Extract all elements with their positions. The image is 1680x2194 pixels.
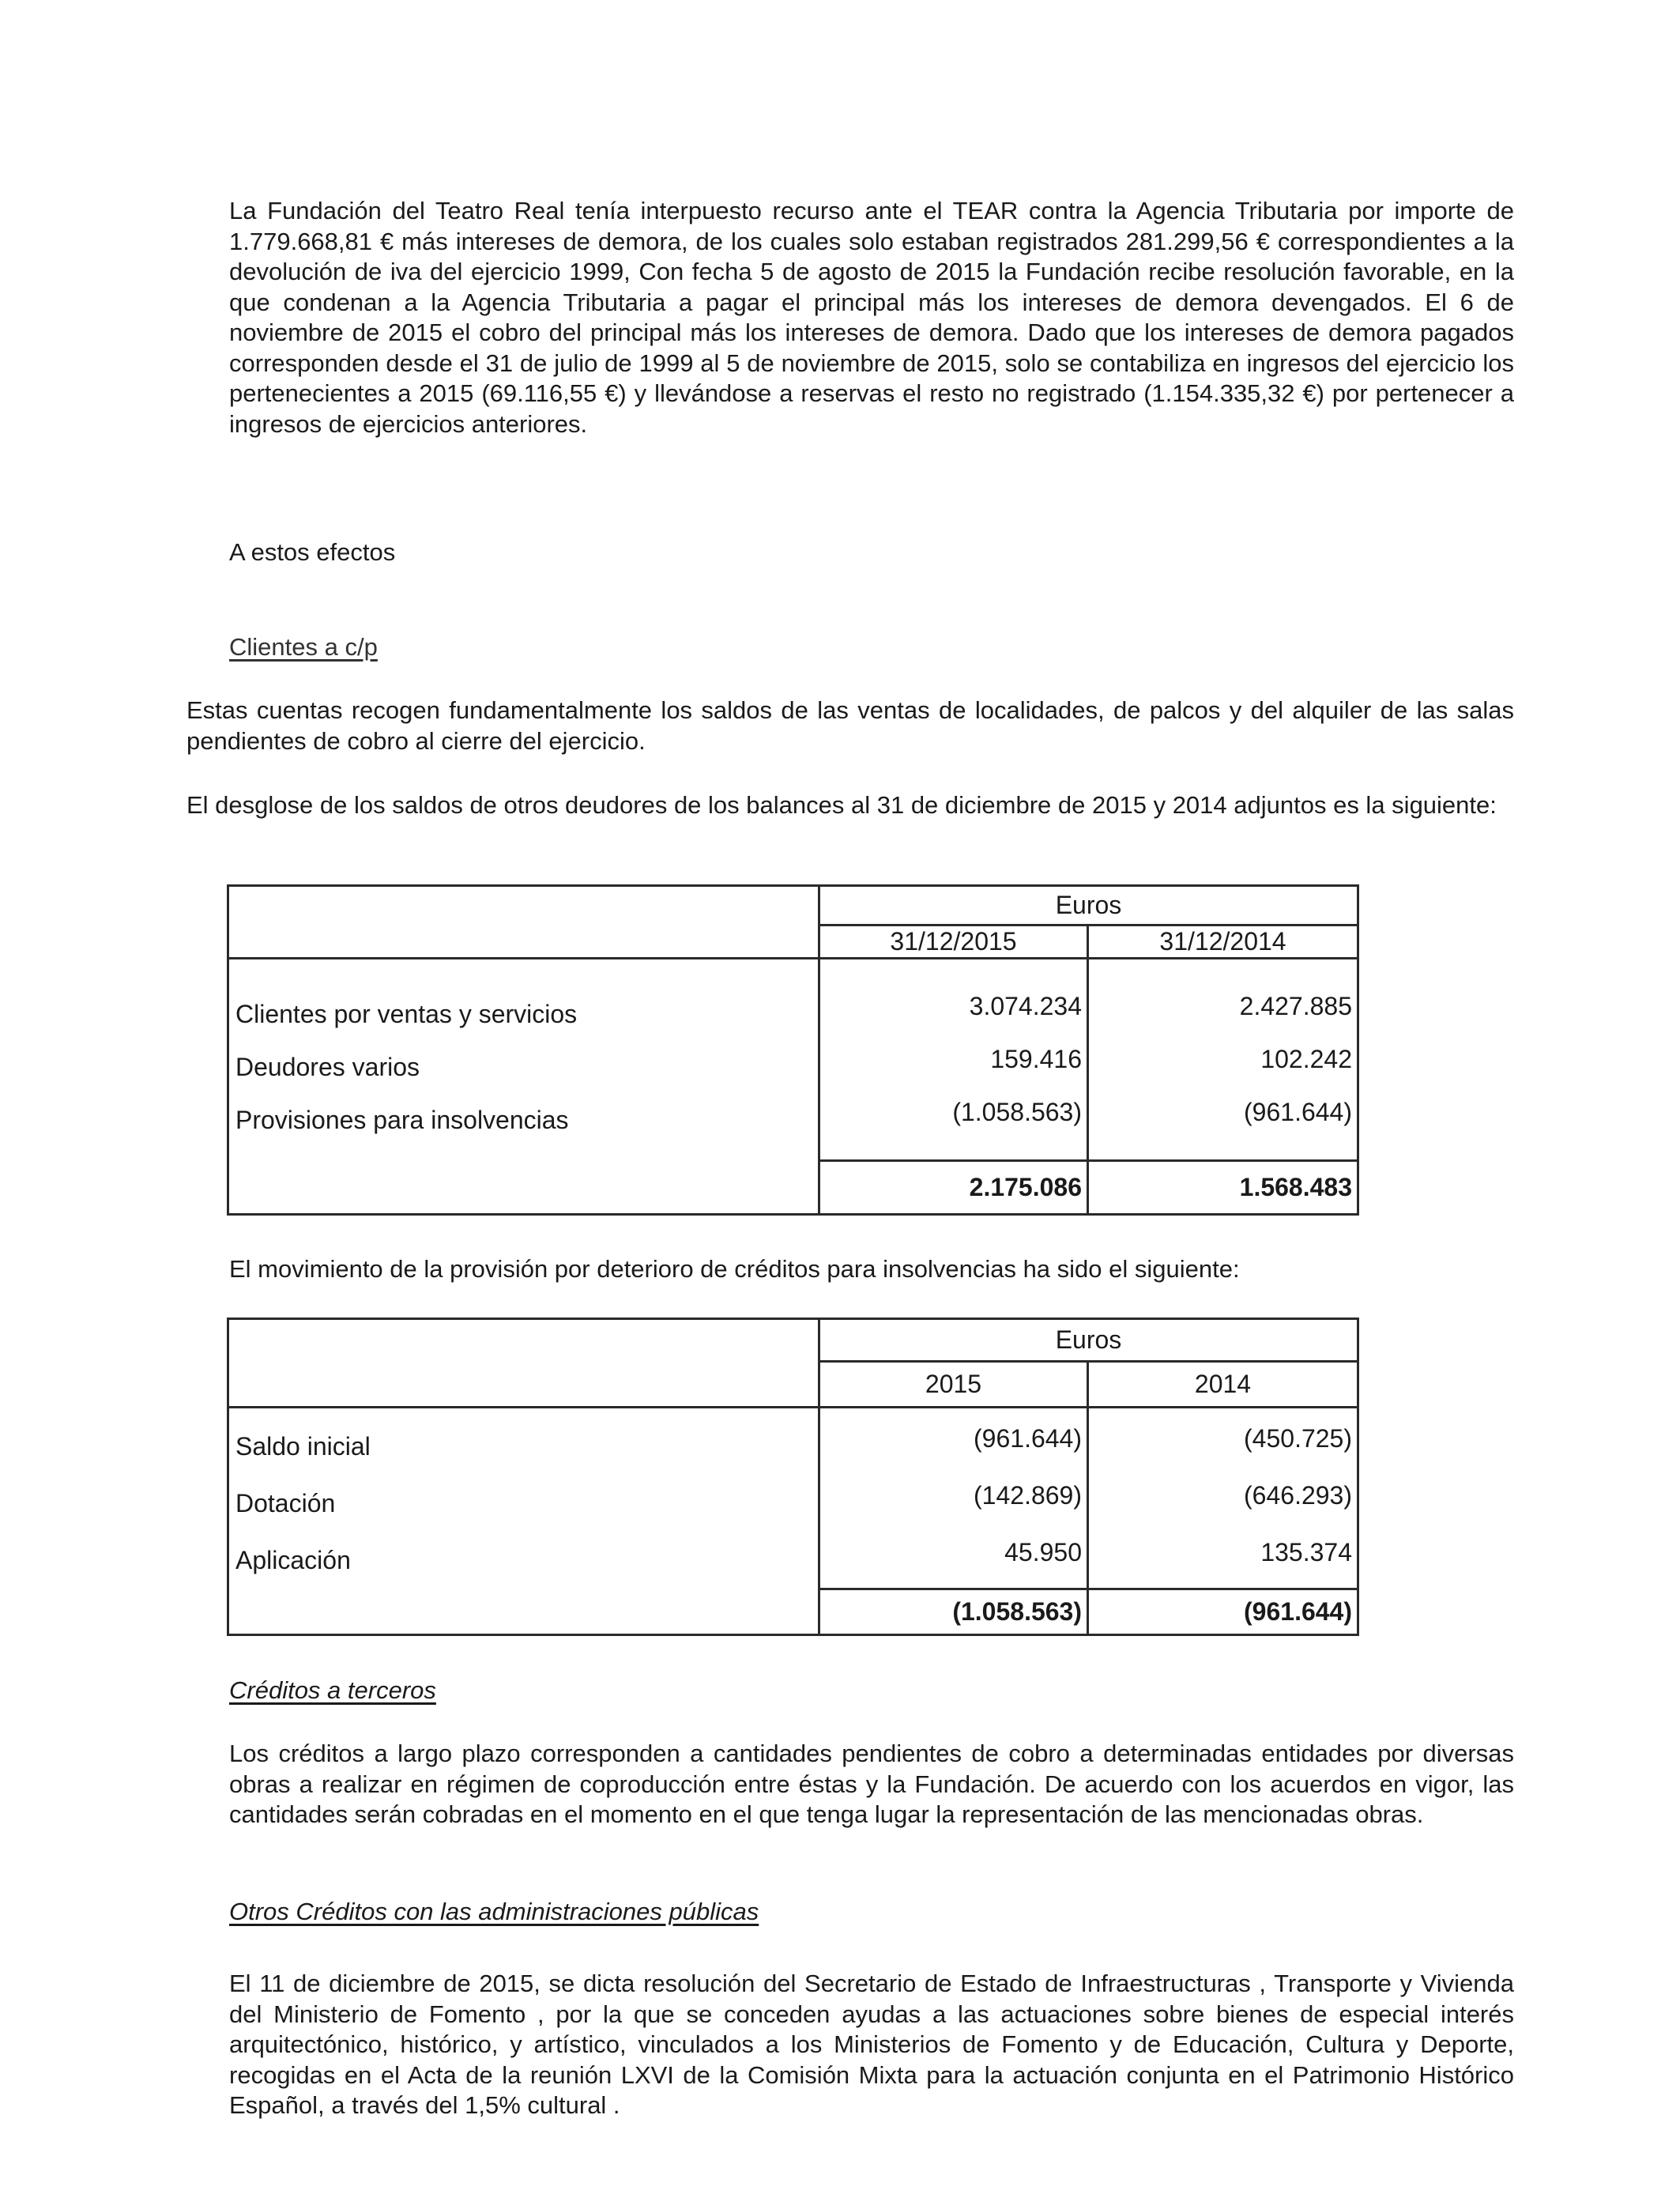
table2-value: (142.869) — [974, 1481, 1082, 1510]
table2-value: (646.293) — [1244, 1481, 1352, 1510]
table2-row-label: Aplicación — [235, 1546, 351, 1574]
paragraph-a-estos-efectos: A estos efectos — [229, 538, 396, 566]
table2-value: (450.725) — [1244, 1424, 1352, 1453]
table1-values-2015 — [819, 959, 1088, 1161]
table2-total-label-cell — [228, 1589, 819, 1635]
table1-total-2014: 1.568.483 — [1088, 1161, 1358, 1215]
table1-values-2014 — [1088, 959, 1358, 1161]
table2-total-2014: (961.644) — [1088, 1589, 1358, 1635]
paragraph-desglose-intro: El desglose de los saldos de otros deudores de los balances al 31 de diciembre de 2015 y 2014 adjuntos es la siguiente: — [186, 791, 1497, 819]
paragraph-resolucion-fomento: El 11 de diciembre de 2015, se dicta resolución del Secretario de Estado de Infraestructuras , Transporte y Vivienda del Ministerio de Fomento , por la que se conceden ayudas a las actuaciones sobre bienes de especial interés arquitectónico, histórico, y artístico, vinculados a los Ministerios de Fomento y de Educación, Cultura y Deporte, recogidas en el Acta de la reunión LXVI de la Comisión Mixta para la actuación conjunta en el Patrimonio Histórico Español, a través del 1,5% cultural . — [229, 1970, 1514, 2119]
table1-col-2014: 31/12/2014 — [1088, 925, 1358, 959]
table-movimiento-provision — [227, 1318, 1359, 1636]
table2-value: 135.374 — [1260, 1538, 1352, 1566]
table2-values-2015 — [819, 1408, 1088, 1589]
table2-labels — [228, 1408, 819, 1589]
heading-otros-creditos: Otros Créditos con las administraciones públicas — [229, 1898, 759, 1925]
table2-value: 45.950 — [1004, 1538, 1082, 1566]
table2-value: (961.644) — [974, 1424, 1082, 1453]
table1-row-label: Clientes por ventas y servicios — [235, 1000, 578, 1028]
table-otros-deudores — [227, 884, 1359, 1216]
table1-value: (961.644) — [1244, 1098, 1352, 1126]
table1-total-label-cell — [228, 1161, 819, 1215]
heading-clientes: Clientes a c/p — [229, 633, 378, 661]
paragraph-creditos-desc: Los créditos a largo plazo corresponden a cantidades pendientes de cobro a determinadas entidades por diversas obras a realizar en régimen de coproducción entre éstas y la Fundación. De acuerdo con los acuerdos en vigor, las cantidades serán cobradas en el momento en el que tenga lugar la representación de las mencionadas obras. — [229, 1740, 1514, 1828]
table1-value: 159.416 — [990, 1045, 1082, 1073]
table2-corner-cell — [228, 1319, 819, 1408]
table2-col-2014: 2014 — [1088, 1362, 1358, 1408]
paragraph-clientes-desc: Estas cuentas recogen fundamentalmente los saldos de las ventas de localidades, de palcos y del alquiler de las salas pendientes de cobro al cierre del ejercicio. — [186, 696, 1514, 755]
table2-col-2015: 2015 — [819, 1362, 1088, 1408]
table1-corner-cell — [228, 886, 819, 959]
table1-value: (1.058.563) — [952, 1098, 1082, 1126]
table1-col-2015: 31/12/2015 — [819, 925, 1088, 959]
heading-creditos-terceros: Créditos a terceros — [229, 1676, 436, 1704]
table2-row-label: Dotación — [235, 1489, 336, 1517]
table1-value: 102.242 — [1260, 1045, 1352, 1073]
table1-row-label: Provisiones para insolvencias — [235, 1106, 569, 1134]
table1-value: 3.074.234 — [969, 992, 1082, 1020]
table2-row-label: Saldo inicial — [235, 1432, 371, 1461]
table2-group-header: Euros — [819, 1319, 1358, 1362]
table1-value: 2.427.885 — [1239, 992, 1352, 1020]
table1-row-label: Deudores varios — [235, 1053, 420, 1081]
table2-values-2014 — [1088, 1408, 1358, 1589]
table2-total-2015: (1.058.563) — [819, 1589, 1088, 1635]
paragraph-tear-recurso: La Fundación del Teatro Real tenía interpuesto recurso ante el TEAR contra la Agencia Tributaria por importe de 1.779.668,81 € más intereses de demora, de los cuales solo estaban registrados 281.299,56 € correspondientes a la devolución de iva del ejercicio 1999, Con fecha 5 de agosto de 2015 la Fundación recibe resolución favorable, en la que condenan a la Agencia Tributaria a pagar el principal más los intereses de demora devengados. El 6 de noviembre de 2015 el cobro del principal más los intereses de demora. Dado que los intereses de demora pagados corresponden desde el 31 de julio de 1999 al 5 de noviembre de 2015, solo se contabiliza en ingresos del ejercicio los pertenecientes a 2015 (69.116,55 €) y llevándose a reservas el resto no registrado (1.154.335,32 €) por pertenecer a ingresos de ejercicios anteriores. — [229, 197, 1514, 438]
paragraph-movimiento-intro: El movimiento de la provisión por deterioro de créditos para insolvencias ha sido el siguiente: — [229, 1255, 1240, 1283]
table1-labels — [228, 959, 819, 1161]
table1-total-2015: 2.175.086 — [819, 1161, 1088, 1215]
table1-group-header: Euros — [819, 886, 1358, 925]
